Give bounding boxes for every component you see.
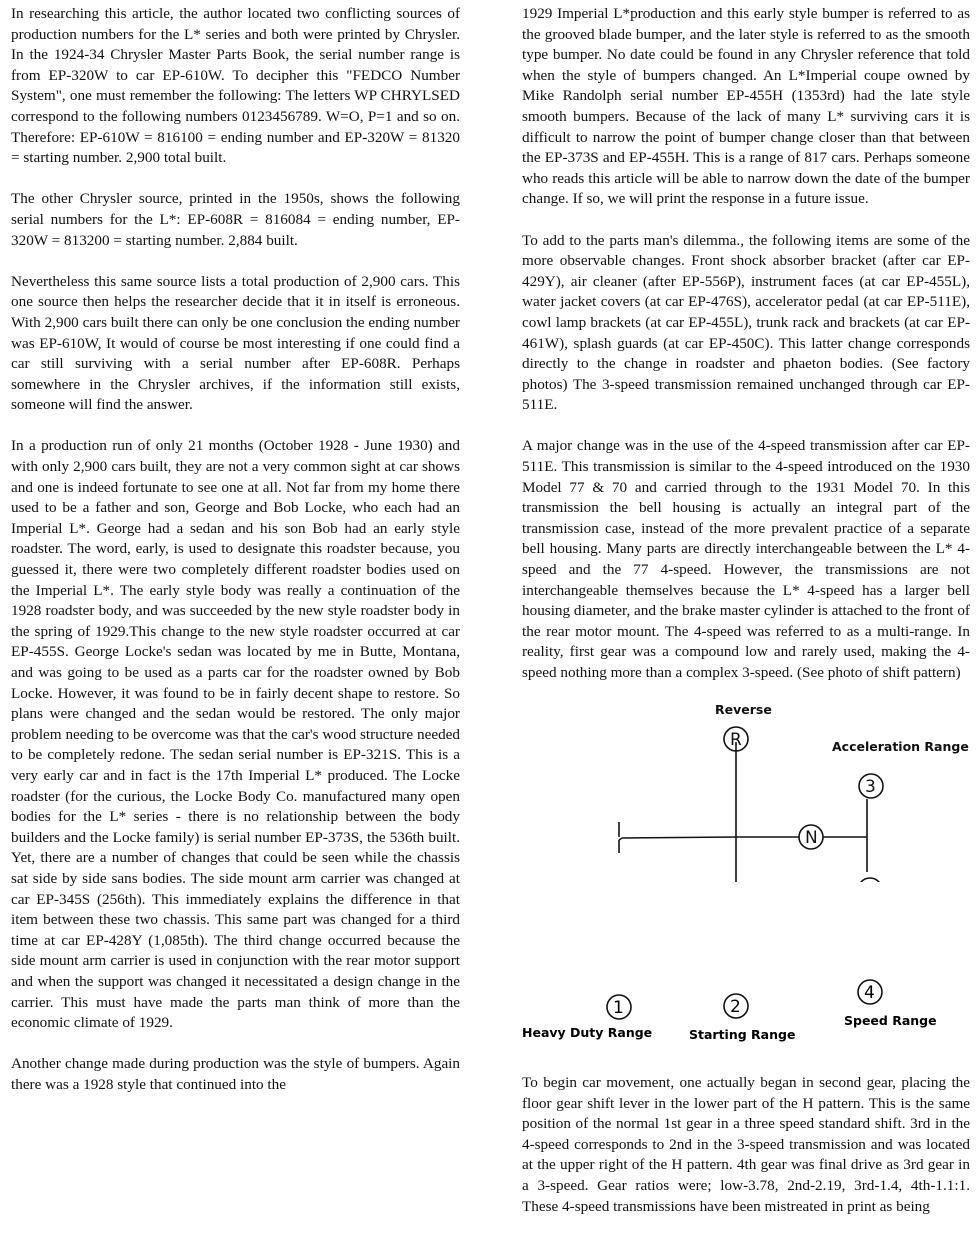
shift-pattern-lower [522,970,970,1048]
speed-range-label: Speed Range [844,1013,937,1028]
fourth-gear-symbol: 4 [864,983,875,1003]
paragraph-car-movement: To begin car movement, one actually began in second gear, placing the floor gear shift lever in the lower part of the H pattern. This is the same position of the normal 1st gear in a three speed standard shift. 3rd in the 4-speed corresponds to 2nd in the 3-speed transmission and was located at the upper right of the H pattern. 4th gear was final drive as 3rd gear in a 3-speed. Gear ratios were; low-3.78, 2nd-2.19, 3rd-1.4, 4th-1.1:1. These 4-speed transmissions have been mistreated in print as being [522,1074,970,1215]
paragraph-total-production: Nevertheless this same source lists a total production of 2,900 cars. This one source then helps the researcher decide that it in itself is erroneous. With 2,900 cars built there can only be one conclusion the ending number was EP-610W, It would of course be most interesting if one could find a car still surviving with a serial number after EP-608R. Perhaps somewhere in the Chrysler archives, if the information still exists, someone will find the answer. [11,272,460,414]
paragraph-parts-changes: To add to the parts man's dilemma., the following items are some of the more observable changes. Front shock absorber bracket (after car EP-429Y), air cleaner (after EP-556P), instrument faces (at car EP-455L), water jacket covers (at car EP-476S), accelerator pedal (at car EP-511E), cowl lamp brackets (at car EP-455L), trunk rack and brackets (at car EP-461W), splash guards (at car EP-450C). This latter change corresponds directly to the change in roadster and phaeton bodies. (See factory photos) The 3-speed transmission remained unchanged through car EP-511E. [522,231,970,414]
third-gear-symbol: 3 [865,777,876,798]
heavy-duty-range-label: Heavy Duty Range [522,1025,653,1040]
acceleration-range-label: Acceleration Range [832,739,969,755]
reverse-symbol: R [730,730,742,751]
right-column [522,4,970,902]
shift-pattern-diagram [522,704,970,882]
reverse-label: Reverse [715,704,772,718]
paragraph-4-speed-transmission: A major change was in the use of the 4-speed transmission after car EP-511E. This transmission is similar to the 4-speed introduced on the 1930 Model 77 & 70 and carried through to the 1931 Model 70. In this transmission the bell housing is actually an integral part of the transmission case, instead of the more prevalent practice of a separate bell housing. Many parts are directly interchangeable between the L* 4-speed and the 77 4-speed. However, the transmissions are not interchangeable themselves because the L* 4-speed has a larger bell housing diameter, and the brake master cylinder is attached to the front of the rear motor mount. The 4-speed was referred to as a multi-range. In reality, first gear was a compound low and rarely used, making the 4-speed nothing more than a complex 3-speed. (See photo of shift pattern) [522,437,970,681]
left-column [11,4,460,1116]
paragraph-bumpers-intro: Another change made during production was the style of bumpers. Again there was a 1928 style that continued into the [11,1055,460,1093]
right-column-bottom [522,1073,970,1238]
paragraph-bumper-style: 1929 Imperial L*production and this early style bumper is referred to as the grooved blade bumper, and the later style is referred to as the smooth type bumper. No date could be found in any Chrysler reference that told when the style of bumpers changed. An L*Imperial coupe owned by Mike Randolph serial number EP-455H (1353rd) had the late style smooth bumpers. Because of the lack of many L* surviving cars it is difficult to narrow the point of bumper change closer than that between the EP-373S and EP-455H. This is a range of 817 cars. Perhaps someone who reads this article will be able to narrow down the date of the bumper change. If so, we will print the response in a future issue. [522,5,970,208]
first-gear-symbol: 1 [613,998,624,1018]
neutral-symbol: N [805,828,818,849]
paragraph-production-run: In a production run of only 21 months (October 1928 - June 1930) and with only 2,900 cars built, they are not a very common sight at car shows and one is indeed fortunate to see one at all. Not far from my home there used to be a father and son, George and Bob Locke, who each had an Imperial L*. George had a sedan and his son Bob had an early style roadster. The word, early, is used to designate this roadster because, you guessed it, there were two completely different roadster bodies used on the Imperial L*. The early style body was really a continuation of the 1928 roadster body, and was succeeded by the new style roadster body in the spring of 1929.This change to the new style roadster occurred at car EP-455S. George Locke's sedan was located by me in Butte, Montana, and was going to be used as a parts car for the roadster owned by Bob Locke. However, it was found to be in fairly decent shape to restore. So plans were changed and the sedan would be restored. The only major problem needing to be overcome was that the car's wood structure needed to be completely redone. The sedan serial number is EP-321S. This is a very early car and in fact is the 17th Imperial L* produced. The Locke roadster (for the curious, the Locke Body Co. manufactured many open bodies for the L* series - there is no relationship between the body builders and the Locke family) is serial number EP-373S, the 536th built. Yet, there are a number of changes that could be seen while the chassis sat side by side sans bodies. The side mount arm carrier was changed at car EP-345S (256th). This immediately explains the difference in that item between these two chassis. This same part was changed for a third time at car EP-428Y (1,085th). The third change occurred because the side mount arm carrier is used in conjunction with the rear motor support and when the support was changed it necessitated a design change in the carrier. This must have made the parts man think of more than the economic climate of 1929. [11,437,460,1032]
starting-range-label: Starting Range [689,1027,796,1042]
paragraph-1950s-source: The other Chrysler source, printed in the 1950s, shows the following serial numbers for the L*: EP-608R = 816084 = ending number, EP-320W = 813200 = starting number. 2,884 built. [11,190,460,249]
second-gear-symbol: 2 [730,997,741,1017]
paragraph-production-numbers: In researching this article, the author located two conflicting sources of production numbers for the L* series and both were printed by Chrysler. In the 1924-34 Chrysler Master Parts Book, the serial number range is from EP-320W to car EP-610W. To decipher this "FEDCO Number System", one must remember the following: The letters WP CHRYLSED correspond to the following numbers 0123456789. W=O, P=1 and so on. Therefore: EP-610W = 816100 = ending number and EP-320W = 81320 = starting number. 2,900 total built. [11,5,460,167]
fourth-gear-circle [858,878,882,882]
